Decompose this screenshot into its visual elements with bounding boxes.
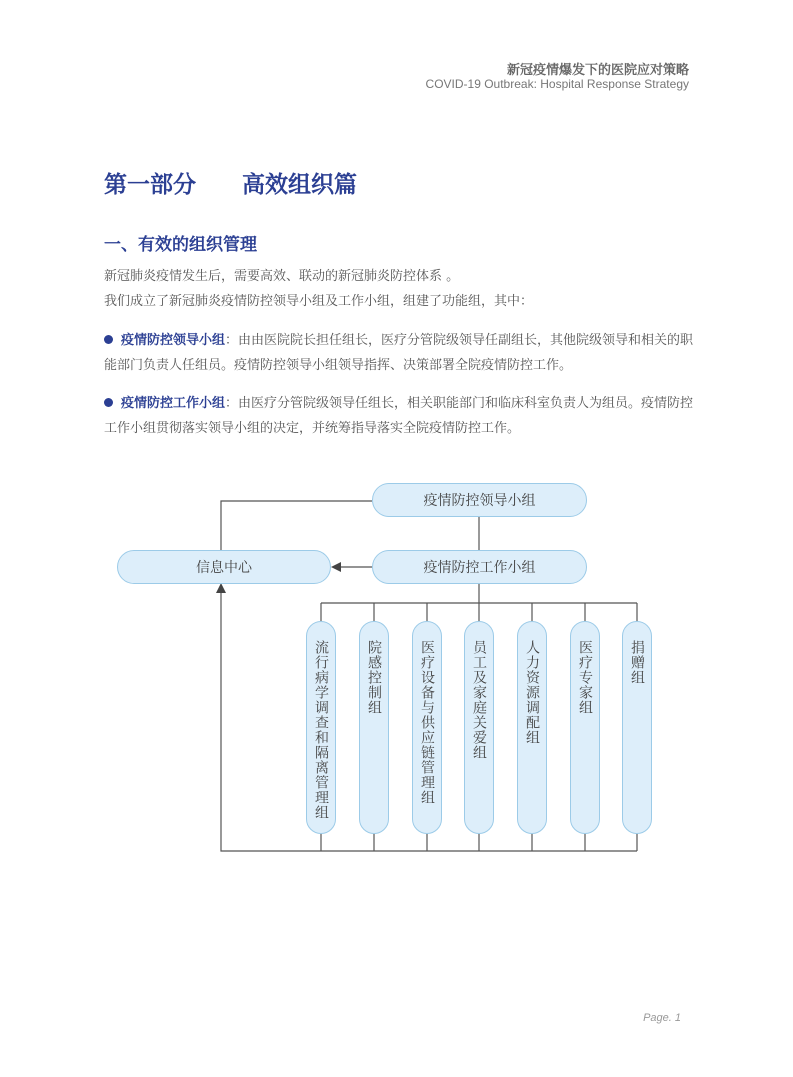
functional-group-box <box>306 621 336 834</box>
group-label: 医疗设备与供应链管理组 <box>419 640 435 805</box>
page-number: Page. 1 <box>643 1012 681 1024</box>
arrow-left-icon <box>331 562 341 572</box>
section-title: 一、有效的组织管理 <box>104 235 257 255</box>
bullet-label: 疫情防控工作小组 <box>121 396 226 411</box>
intro-line: 新冠肺炎疫情发生后，需要高效、联动的新冠肺炎防控体系 。 <box>104 269 460 284</box>
group-label: 院感控制组 <box>366 640 382 715</box>
group-label: 捐赠组 <box>629 640 645 685</box>
bullet-text: ：由由医院院长担任组长，医疗分管院级领导任副组长，其他院级领导和相关的职能部门负责人任组员。疫情防控领导小组领导指挥、决策部署全院疫情防控工作。 <box>104 333 694 373</box>
functional-group-box <box>622 621 652 834</box>
arrow-up-icon <box>216 583 226 593</box>
header-title-en: COVID-19 Outbreak: Hospital Response Strategy <box>425 77 689 91</box>
functional-group-box <box>359 621 389 834</box>
leader-group-box: 疫情防控领导小组 <box>372 483 587 517</box>
group-label: 员工及家庭关爱组 <box>471 640 487 760</box>
group-label: 医疗专家组 <box>577 640 593 715</box>
part-title: 第一部分 高效组织篇 <box>104 172 357 198</box>
functional-group-box <box>412 621 442 834</box>
header-title-cn: 新冠疫情爆发下的医院应对策略 <box>506 63 689 78</box>
work-group-box: 疫情防控工作小组 <box>372 550 587 584</box>
info-center-box: 信息中心 <box>117 550 331 584</box>
functional-group-box <box>517 621 547 834</box>
functional-group-box <box>464 621 494 834</box>
group-label: 人力资源调配组 <box>524 640 540 745</box>
group-label: 流行病学调查和隔离管理组 <box>313 640 329 820</box>
bullet-text: ：由医疗分管院级领导任组长，相关职能部门和临床科室负责人为组员。疫情防控工作小组贯彻落实领导小组的决定，并统筹指导落实全院疫情防控工作。 <box>104 396 694 436</box>
functional-group-box <box>570 621 600 834</box>
intro-line: 我们成立了新冠肺炎疫情防控领导小组及工作小组，组建了功能组，其中： <box>104 294 534 309</box>
bullet-label: 疫情防控领导小组 <box>121 333 226 348</box>
